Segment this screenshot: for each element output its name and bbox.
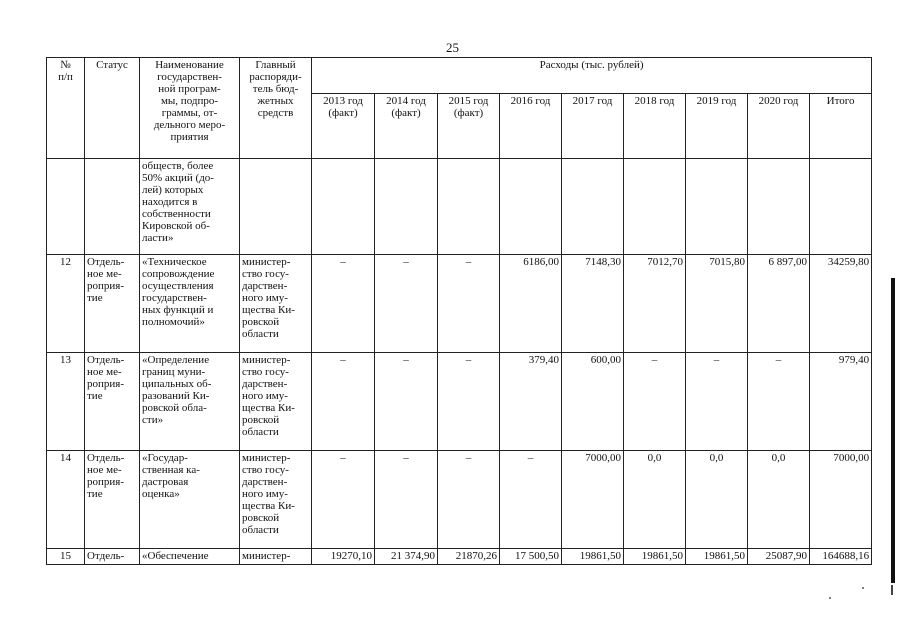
budget-table (46, 57, 872, 565)
scan-edge-tick (891, 585, 893, 595)
cell-value: 0,0 (686, 451, 748, 549)
cell-value: – (375, 353, 438, 451)
cell-value: – (312, 451, 375, 549)
cell-manager: министер- ство госу- дарствен- ного иму- щества Ки- ровской области (240, 353, 312, 451)
cell-value (624, 159, 686, 255)
cell-value: 21 374,90 (375, 549, 438, 565)
cell-value (312, 159, 375, 255)
cell-value: 379,40 (500, 353, 562, 451)
cell-value: – (312, 255, 375, 353)
header-row-top (47, 58, 872, 94)
cell-value: 25087,90 (748, 549, 810, 565)
header-year-2019: 2019 год (686, 94, 748, 159)
cell-num: 15 (47, 549, 85, 565)
cell-value: – (500, 451, 562, 549)
cell-manager: министер- (240, 549, 312, 565)
cell-num (47, 159, 85, 255)
table-row-13 (47, 353, 872, 451)
header-year-2018: 2018 год (624, 94, 686, 159)
cell-value: – (438, 255, 500, 353)
table-row-12 (47, 255, 872, 353)
cell-num: 13 (47, 353, 85, 451)
header-year-2013: 2013 год (факт) (312, 94, 375, 159)
cell-manager: министер- ство госу- дарствен- ного иму- щества Ки- ровской области (240, 255, 312, 353)
cell-value (810, 159, 872, 255)
header-status: Статус (85, 58, 140, 159)
header-manager: Главный распоряди- тель бюд- жетных средств (240, 58, 312, 159)
cell-value: 7148,30 (562, 255, 624, 353)
cell-value: 7012,70 (624, 255, 686, 353)
cell-status: Отдель- ное ме- роприя- тие (85, 353, 140, 451)
cell-value: 164688,16 (810, 549, 872, 565)
header-year-2017: 2017 год (562, 94, 624, 159)
header-year-2020: 2020 год (748, 94, 810, 159)
cell-name: «Техническое сопровождение осуществления государствен- ных функций и полномочий» (140, 255, 240, 353)
cell-value: – (686, 353, 748, 451)
cell-value: 19861,50 (562, 549, 624, 565)
cell-value: – (375, 451, 438, 549)
cell-status: Отдель- ное ме- роприя- тие (85, 255, 140, 353)
cell-value: 7015,80 (686, 255, 748, 353)
cell-value (748, 159, 810, 255)
cell-name: обществ, более 50% акций (до- лей) которых находится в собственности Кировской об- ласти» (140, 159, 240, 255)
cell-value: 17 500,50 (500, 549, 562, 565)
cell-value: 600,00 (562, 353, 624, 451)
cell-name: «Определение границ муни- ципальных об- разований Ки- ровской обла- сти» (140, 353, 240, 451)
cell-value: 979,40 (810, 353, 872, 451)
header-year-2015: 2015 год (факт) (438, 94, 500, 159)
cell-value: – (438, 353, 500, 451)
cell-value: – (624, 353, 686, 451)
cell-name: «Государ- ственная ка- дастровая оценка» (140, 451, 240, 549)
header-total: Итого (810, 94, 872, 159)
cell-value: 21870,26 (438, 549, 500, 565)
header-year-2016: 2016 год (500, 94, 562, 159)
scan-edge-mark (891, 278, 895, 583)
cell-value: 0,0 (748, 451, 810, 549)
cell-value: 19861,50 (686, 549, 748, 565)
cell-value (562, 159, 624, 255)
cell-value (686, 159, 748, 255)
table-row-15 (47, 549, 872, 565)
table-row-14 (47, 451, 872, 549)
cell-status: Отдель- ное ме- роприя- тие (85, 451, 140, 549)
scan-speck (862, 587, 864, 589)
page-number: 25 (446, 40, 459, 55)
table-row-continuation (47, 159, 872, 255)
header-num: № п/п (47, 58, 85, 159)
cell-status (85, 159, 140, 255)
cell-value (500, 159, 562, 255)
cell-value: 34259,80 (810, 255, 872, 353)
header-expenses: Расходы (тыс. рублей) (312, 58, 872, 94)
cell-name: «Обеспечение (140, 549, 240, 565)
cell-num: 14 (47, 451, 85, 549)
cell-value: – (312, 353, 375, 451)
cell-value: – (438, 451, 500, 549)
cell-value: – (375, 255, 438, 353)
cell-num: 12 (47, 255, 85, 353)
cell-status: Отдель- (85, 549, 140, 565)
cell-value: 19270,10 (312, 549, 375, 565)
cell-value (438, 159, 500, 255)
cell-value (375, 159, 438, 255)
header-name: Наименование государствен- ной програм- мы, подпро- граммы, от- дельного меро- приятия (140, 58, 240, 159)
cell-value: – (748, 353, 810, 451)
scan-speck (829, 597, 831, 599)
cell-value: 6 897,00 (748, 255, 810, 353)
cell-manager: министер- ство госу- дарствен- ного иму- щества Ки- ровской области (240, 451, 312, 549)
cell-value: 7000,00 (562, 451, 624, 549)
cell-value: 6186,00 (500, 255, 562, 353)
cell-value: 7000,00 (810, 451, 872, 549)
cell-manager (240, 159, 312, 255)
cell-value: 19861,50 (624, 549, 686, 565)
cell-value: 0,0 (624, 451, 686, 549)
header-year-2014: 2014 год (факт) (375, 94, 438, 159)
